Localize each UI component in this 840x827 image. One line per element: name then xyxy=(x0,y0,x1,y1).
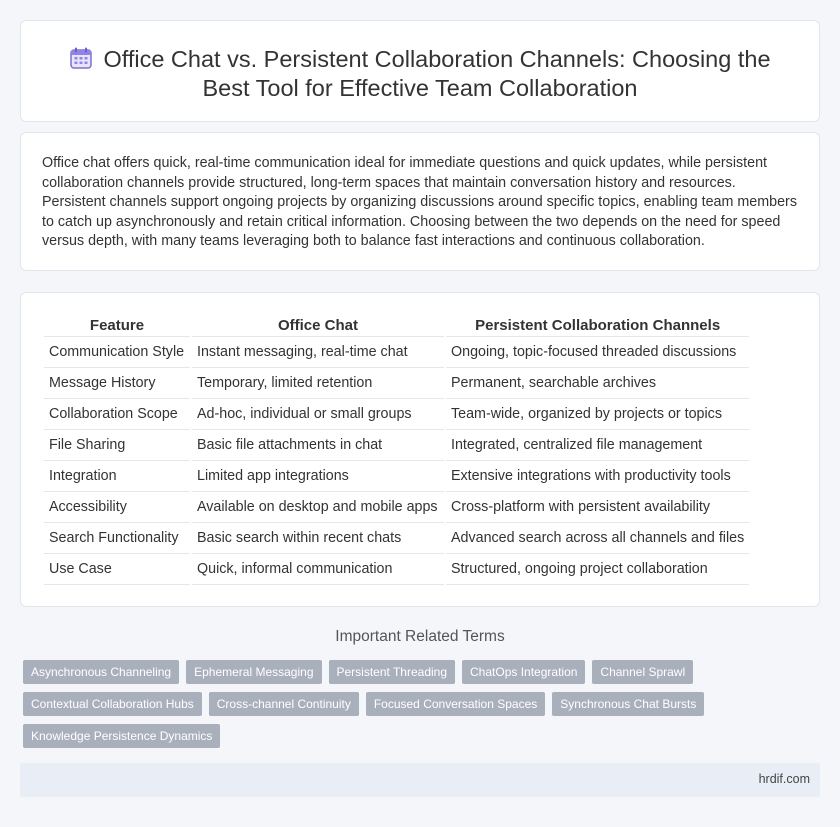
table-row xyxy=(44,337,749,368)
intro-card xyxy=(20,132,820,271)
table-row xyxy=(44,554,749,585)
office-chat-cell: Limited app integrations xyxy=(192,461,444,492)
header-persistent-channels: Persistent Collaboration Channels xyxy=(446,315,749,337)
related-term-tag[interactable]: Cross-channel Continuity xyxy=(209,692,359,716)
title-card xyxy=(20,20,820,122)
footer-site-link[interactable]: hrdif.com xyxy=(758,772,810,786)
table-header-row xyxy=(44,315,749,337)
table-row xyxy=(44,523,749,554)
related-term-tag[interactable]: Persistent Threading xyxy=(329,660,456,684)
table-row xyxy=(44,430,749,461)
persistent-channels-cell: Permanent, searchable archives xyxy=(446,368,749,399)
persistent-channels-cell: Integrated, centralized file management xyxy=(446,430,749,461)
feature-cell: File Sharing xyxy=(44,430,190,461)
calendar-icon xyxy=(69,46,93,70)
header-feature: Feature xyxy=(44,315,190,337)
persistent-channels-cell: Team-wide, organized by projects or topics xyxy=(446,399,749,430)
footer-bar xyxy=(20,763,820,797)
table-row xyxy=(44,399,749,430)
feature-cell: Integration xyxy=(44,461,190,492)
feature-cell: Accessibility xyxy=(44,492,190,523)
office-chat-cell: Instant messaging, real-time chat xyxy=(192,337,444,368)
related-term-tag[interactable]: ChatOps Integration xyxy=(462,660,585,684)
page-title: Office Chat vs. Persistent Collaboration Channels: Choosing the Best Tool for Effective Team Collaboration xyxy=(103,46,771,101)
persistent-channels-cell: Ongoing, topic-focused threaded discussions xyxy=(446,337,749,368)
feature-cell: Search Functionality xyxy=(44,523,190,554)
persistent-channels-cell: Extensive integrations with productivity tools xyxy=(446,461,749,492)
related-term-tag[interactable]: Synchronous Chat Bursts xyxy=(552,692,704,716)
office-chat-cell: Available on desktop and mobile apps xyxy=(192,492,444,523)
table-row xyxy=(44,461,749,492)
office-chat-cell: Basic search within recent chats xyxy=(192,523,444,554)
office-chat-cell: Quick, informal communication xyxy=(192,554,444,585)
header-office-chat: Office Chat xyxy=(192,315,444,337)
related-term-tag[interactable]: Contextual Collaboration Hubs xyxy=(23,692,202,716)
office-chat-cell: Ad-hoc, individual or small groups xyxy=(192,399,444,430)
related-term-tag[interactable]: Knowledge Persistence Dynamics xyxy=(23,724,220,748)
feature-cell: Collaboration Scope xyxy=(44,399,190,430)
related-term-tag[interactable]: Asynchronous Channeling xyxy=(23,660,179,684)
comparison-table xyxy=(42,315,751,585)
page-title-wrap xyxy=(21,45,819,103)
persistent-channels-cell: Advanced search across all channels and files xyxy=(446,523,749,554)
feature-cell: Communication Style xyxy=(44,337,190,368)
table-row xyxy=(44,492,749,523)
related-term-tag[interactable]: Ephemeral Messaging xyxy=(186,660,321,684)
persistent-channels-cell: Structured, ongoing project collaboration xyxy=(446,554,749,585)
related-term-tag[interactable]: Channel Sprawl xyxy=(592,660,693,684)
feature-cell: Message History xyxy=(44,368,190,399)
related-terms-list xyxy=(23,660,723,748)
table-row xyxy=(44,368,749,399)
related-terms-heading: Important Related Terms xyxy=(335,628,505,645)
intro-paragraph: Office chat offers quick, real-time communication ideal for immediate questions and quick updates, while persistent collaboration channels provide structured, long-term spaces that maintain conversation history and resources. Persistent channels support ongoing projects by organizing discussions around specific topics, enabling team members to catch up asynchronously and retain critical information. Choosing between the two depends on the need for speed versus depth, with many teams leveraging both to balance fast interactions and continuous collaboration. xyxy=(42,155,797,250)
office-chat-cell: Temporary, limited retention xyxy=(192,368,444,399)
related-term-tag[interactable]: Focused Conversation Spaces xyxy=(366,692,545,716)
persistent-channels-cell: Cross-platform with persistent availability xyxy=(446,492,749,523)
feature-cell: Use Case xyxy=(44,554,190,585)
comparison-card xyxy=(20,292,820,607)
office-chat-cell: Basic file attachments in chat xyxy=(192,430,444,461)
